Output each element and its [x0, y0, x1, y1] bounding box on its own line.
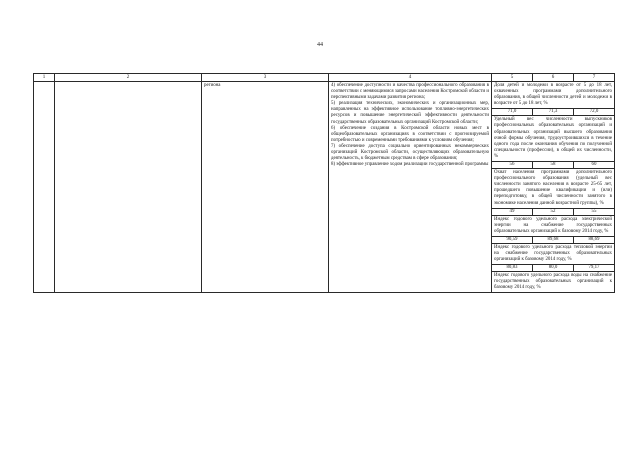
indicator-value: 71,3: [533, 109, 574, 115]
indicator-value: 71,0: [492, 109, 533, 115]
body-row: [34, 82, 615, 293]
indicator-text: Доля детей и молодежи в возрасте от 5 до 18 лет, охваченных программами дополнительного образования, в общей численности детей и молодежи в возрасте от 5 до 18 лет, %: [492, 82, 614, 109]
header-col-1: 1: [34, 74, 55, 82]
indicator-block: [492, 116, 614, 169]
cell-col-3: [202, 82, 329, 293]
indicator-block: [492, 216, 614, 244]
task-item: 7) обеспечение доступа социально ориентированных некоммерческих организаций Костромской области, осуществляющих образовательную деятельность, к бюджетным средствам в сфере образования;: [331, 143, 489, 162]
header-col-6: 6: [533, 74, 574, 82]
header-col-2: 2: [55, 74, 202, 82]
indicator-block: [492, 169, 614, 216]
header-col-7: 7: [574, 74, 615, 82]
indicator-value: 90,59: [492, 237, 533, 243]
page-number: 44: [317, 42, 323, 48]
indicator-value: 72,0: [589, 109, 599, 115]
cell-col-1: [34, 82, 55, 293]
indicator-value: 80,83: [492, 265, 533, 271]
indicator-value: 55: [591, 208, 597, 214]
indicator-value: 88,69: [588, 236, 600, 242]
indicator-value: 52: [533, 209, 574, 215]
indicator-values: [492, 265, 614, 272]
task-item: 8) эффективное управление ходом реализации государственной программы: [331, 162, 489, 168]
indicator-text: Охват населения программами дополнительного профессионального образования (удельный вес численности занятого населения в возрасте 25-65 лет, прошедшего повышение квалификации и (или) переподготовку, в общей численности занятого в экономике населения данной возрастной группы), %: [492, 169, 614, 209]
indicator-value: 60: [591, 162, 597, 168]
header-row: [34, 74, 615, 82]
indicator-block: [492, 272, 614, 292]
indicator-value: 79,17: [588, 265, 600, 271]
task-item: 4) обеспечение доступности и качества профессионального образования в соответствии с меняющимися запросами населения Костромской области и перспективными задачами развития региона;: [331, 83, 489, 101]
indicator-block: [492, 82, 614, 116]
indicator-value: 89,68: [533, 237, 574, 243]
task-item: 5) реализация технических, экономических и организационных мер, направленных на эффективное использование топливно-энергетических ресурсов и повышение энергетической эффективности деятельности государственных образовательных организаций Костромской области;: [331, 101, 489, 125]
tasks-cell: [329, 82, 492, 293]
indicator-values: [492, 162, 614, 169]
indicator-values: [492, 209, 614, 216]
indicator-value: 56: [492, 162, 533, 168]
indicator-text: Индекс годового удельного расхода воды на снабжение государственных образовательных организаций к базовому 2014 году, %: [494, 273, 612, 291]
region-text: региона: [204, 83, 221, 88]
cell-col-2: [55, 82, 202, 293]
header-col-4: 4: [329, 74, 492, 82]
indicator-text: Индекс годового удельного расхода тепловой энергии на снабжение государственных образовательных организаций к базовому 2014 году, %: [492, 244, 614, 265]
indicator-values: [492, 109, 614, 116]
program-table: [33, 73, 615, 293]
indicators-cell: [492, 82, 615, 293]
indicator-value: 49: [492, 209, 533, 215]
header-col-3: 3: [202, 74, 329, 82]
header-col-5: 5: [492, 74, 533, 82]
indicator-values: [492, 237, 614, 244]
indicator-text: Удельный вес численности выпускников профессиональных образовательных организаций и образовательных организаций высшего образования очной формы обучения, трудоустроившихся в течение одного года после окончания обучения по полученной специальности (профессии), в общей их численности, %: [492, 116, 614, 162]
task-item: 6) обеспечение создания в Костромской области новых мест в общеобразовательных организациях в соответствии с прогнозируемой потребностью и современными требованиями к условиям обучения;: [331, 125, 489, 143]
indicator-value: 58: [533, 162, 574, 168]
indicator-value: 80,0: [533, 265, 574, 271]
indicator-block: [492, 244, 614, 272]
indicator-text: Индекс годового удельного расхода электрической энергии на снабжение государственных образовательных организаций к базовому 2014 году, %: [492, 216, 614, 237]
